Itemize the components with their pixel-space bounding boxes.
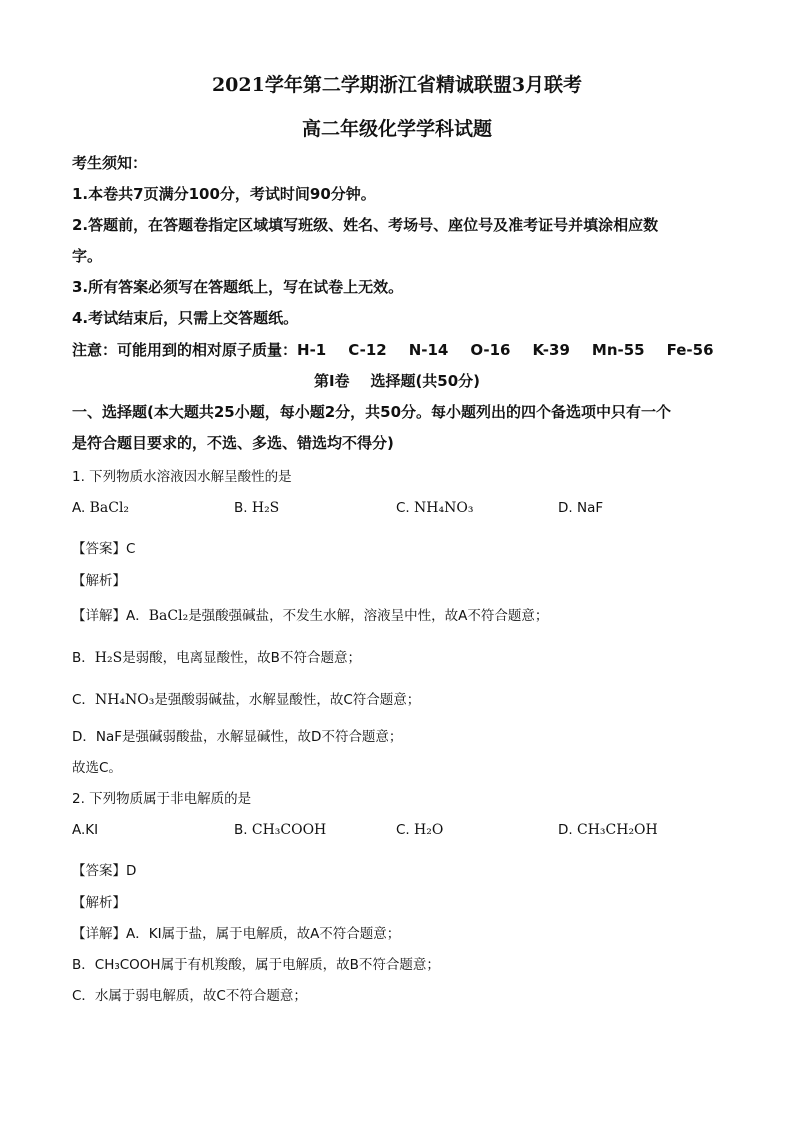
q2-option-b: B. CH₃COOH	[234, 822, 327, 838]
q2-answer-value: D	[126, 863, 137, 879]
q2-option-d: D. CH₃CH₂OH	[558, 822, 658, 838]
q2-option-b-formula: CH₃COOH	[251, 822, 327, 838]
notice-item-4: 4.考试结束后，只需上交答题纸。	[72, 309, 299, 327]
q2-option-c: C. H₂O	[396, 822, 444, 838]
q2-detail-a: 【详解】A．KI属于盐，属于电解质，故A不符合题意；	[72, 926, 401, 942]
exam-subtitle: 高二年级化学学科试题	[301, 118, 492, 140]
notice-item-3: 3.所有答案必须写在答题纸上，写在试卷上无效。	[72, 278, 404, 296]
section-intro-1: 一、选择题(本大题共25小题，每小题2分，共50分。每小题列出的四个备选项中只有一个	[72, 403, 672, 421]
q1-option-c-formula: NH₄NO₃	[414, 500, 474, 516]
atomic-masses-label: 注意：可能用到的相对原子质量：	[72, 341, 298, 359]
q2-stem: 2. 下列物质属于非电解质的是	[72, 791, 252, 807]
q2-option-c-formula: H₂O	[414, 822, 444, 838]
q1-detail-b: B．H₂S是弱酸，电离显酸性，故B不符合题意；	[72, 650, 361, 666]
q1-answer: 【答案】C	[72, 541, 136, 557]
mass-k: K-39	[532, 341, 570, 359]
q2-detail-c: C．水属于弱电解质，故C不符合题意；	[72, 988, 307, 1004]
mass-h: H-1	[297, 341, 327, 359]
section-intro-2: 是符合题目要求的，不选、多选、错选均不得分)	[72, 434, 394, 452]
q2-option-a-formula: KI	[85, 822, 99, 838]
mass-fe: Fe-56	[666, 341, 714, 359]
notice-item-2-cont: 字。	[72, 247, 103, 265]
q1-detail-a: 【详解】A．BaCl₂是强酸强碱盐，不发生水解，溶液呈中性，故A不符合题意；	[72, 608, 549, 624]
exam-title: 2021学年第二学期浙江省精诚联盟3月联考	[211, 74, 583, 96]
q1-analysis-tag: 【解析】	[72, 573, 126, 589]
q1-option-a: A. BaCl₂	[72, 500, 130, 516]
q1-option-b: B. H₂S	[234, 500, 280, 516]
q1-option-d-formula: NaF	[576, 500, 604, 516]
mass-o: O-16	[470, 341, 511, 359]
q2-option-a: A.KI	[72, 822, 99, 838]
mass-c: C-12	[348, 341, 387, 359]
notice-heading: 考生须知：	[72, 154, 148, 172]
notice-item-1: 1.本卷共7页满分100分，考试时间90分钟。	[72, 185, 376, 203]
q1-detail-c: C．NH₄NO₃是强酸弱碱盐，水解显酸性，故C符合题意；	[72, 692, 421, 708]
q1-conclusion: 故选C。	[72, 760, 122, 776]
mass-n: N-14	[408, 341, 449, 359]
q2-detail-b: B．CH₃COOH属于有机羧酸，属于电解质，故B不符合题意；	[72, 957, 440, 973]
q1-option-b-formula: H₂S	[251, 500, 280, 516]
q1-stem: 1. 下列物质水溶液因水解呈酸性的是	[72, 469, 292, 485]
q1-option-d: D. NaF	[558, 500, 604, 516]
q2-analysis-tag: 【解析】	[72, 895, 126, 911]
q1-detail-d: D．NaF是强碱弱酸盐，水解显碱性，故D不符合题意；	[72, 729, 403, 745]
atomic-masses-line	[72, 339, 714, 360]
q2-answer: 【答案】D	[72, 863, 137, 879]
section-title: 第Ⅰ卷 选择题(共50分)	[313, 372, 481, 390]
q2-option-d-formula: CH₃CH₂OH	[576, 822, 658, 838]
q1-option-a-formula: BaCl₂	[89, 500, 130, 516]
q1-answer-value: C	[126, 541, 136, 557]
mass-mn: Mn-55	[591, 341, 645, 359]
q1-option-c: C. NH₄NO₃	[396, 500, 474, 516]
notice-item-2: 2.答题前，在答题卷指定区域填写班级、姓名、考场号、座位号及准考证号并填涂相应数	[72, 216, 659, 234]
